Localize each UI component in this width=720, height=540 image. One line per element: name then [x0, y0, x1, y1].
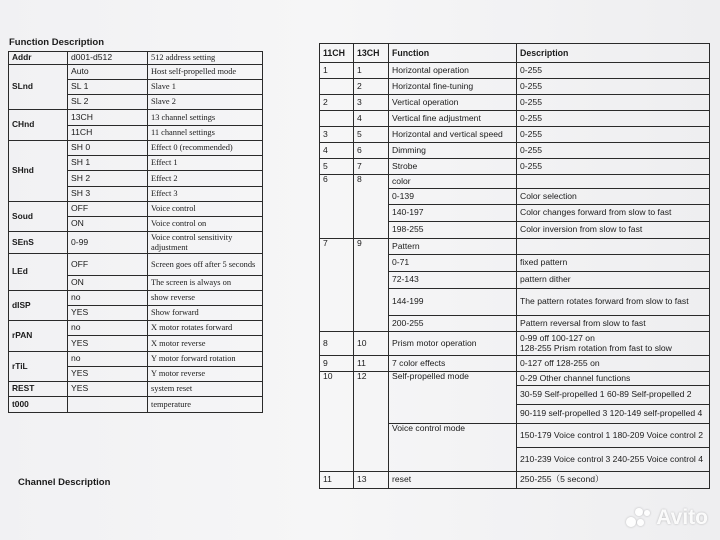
13ch-cell: 13: [354, 472, 389, 489]
table-row: [9, 141, 263, 156]
parameter-value: [68, 397, 148, 413]
description-cell: pattern dither: [517, 272, 710, 289]
function-description-heading: Function Description: [9, 37, 104, 48]
parameter-name: SEnS: [9, 232, 68, 254]
parameter-name: SLnd: [9, 65, 68, 110]
parameter-name: SHnd: [9, 141, 68, 202]
table-row: [9, 352, 263, 367]
avito-watermark: [626, 506, 708, 530]
channel-description-table: [319, 43, 710, 489]
description-cell: 0-127 off 128-255 on: [517, 356, 710, 372]
function-cell: Dimming: [389, 143, 517, 159]
function-cell: 72-143: [389, 272, 517, 289]
11ch-cell: 10: [320, 372, 354, 472]
parameter-value: 0-99: [68, 232, 148, 254]
table-row: [320, 143, 710, 159]
description-cell: 90-119 self-propelled 3 120-149 self-propelled 4: [517, 405, 710, 424]
function-description-table: [8, 51, 263, 413]
function-cell: Vertical fine adjustment: [389, 111, 517, 127]
13ch-cell: 9: [354, 239, 389, 332]
table-row: [9, 291, 263, 306]
13ch-cell: 1: [354, 63, 389, 79]
11ch-cell: 8: [320, 332, 354, 356]
13ch-cell: 8: [354, 175, 389, 239]
description-cell: 0-255: [517, 143, 710, 159]
parameter-name: rTiL: [9, 352, 68, 382]
table-row: [320, 472, 710, 489]
avito-watermark-text: Avito: [656, 506, 708, 529]
parameter-value: SH 2: [68, 171, 148, 187]
channel-description-heading: Channel Description: [18, 477, 111, 488]
function-cell: Prism motor operation: [389, 332, 517, 356]
table-row: [320, 159, 710, 175]
13ch-cell: 6: [354, 143, 389, 159]
table-row: [9, 110, 263, 126]
parameter-value: OFF: [68, 254, 148, 276]
parameter-value: YES: [68, 336, 148, 352]
13ch-cell: 10: [354, 332, 389, 356]
parameter-description: Effect 3: [148, 187, 263, 202]
parameter-description: The screen is always on: [148, 276, 263, 291]
parameter-value: SH 0: [68, 141, 148, 156]
parameter-description: system reset: [148, 382, 263, 397]
avito-logo-icon: [626, 507, 652, 529]
function-cell: 198-255: [389, 222, 517, 239]
parameter-description: Effect 0 (recommended): [148, 141, 263, 156]
parameter-description: Host self-propelled mode: [148, 65, 263, 80]
13ch-cell: 7: [354, 159, 389, 175]
11ch-cell: [320, 79, 354, 95]
parameter-name: Soud: [9, 202, 68, 232]
description-cell: fixed pattern: [517, 255, 710, 272]
function-cell: Voice control mode: [389, 424, 517, 472]
table-row: [9, 397, 263, 413]
parameter-value: no: [68, 352, 148, 367]
description-cell: 0-255: [517, 79, 710, 95]
description-cell: 0-99 off 100-127 on 128-255 Prism rotation from fast to slow: [517, 332, 710, 356]
13ch-cell: 5: [354, 127, 389, 143]
11ch-cell: 3: [320, 127, 354, 143]
parameter-name: Addr: [9, 52, 68, 65]
parameter-description: Slave 2: [148, 95, 263, 110]
parameter-value: OFF: [68, 202, 148, 217]
parameter-value: 11CH: [68, 126, 148, 141]
function-cell: 0-71: [389, 255, 517, 272]
parameter-value: YES: [68, 382, 148, 397]
table-row: [9, 232, 263, 254]
parameter-name: t000: [9, 397, 68, 413]
parameter-value: ON: [68, 217, 148, 232]
parameter-description: Voice control sensitivity adjustment: [148, 232, 263, 254]
function-cell: color: [389, 175, 517, 189]
parameter-value: SL 1: [68, 80, 148, 95]
11ch-cell: 9: [320, 356, 354, 372]
description-cell: Color changes forward from slow to fast: [517, 205, 710, 222]
parameter-value: d001-d512: [68, 52, 148, 65]
13ch-cell: 4: [354, 111, 389, 127]
table-row: [9, 382, 263, 397]
table-row: [320, 111, 710, 127]
parameter-value: Auto: [68, 65, 148, 80]
table-row: [9, 202, 263, 217]
parameter-description: Effect 2: [148, 171, 263, 187]
description-cell: 0-255: [517, 63, 710, 79]
11ch-cell: 2: [320, 95, 354, 111]
function-cell: 144-199: [389, 289, 517, 316]
description-cell: [517, 175, 710, 189]
13ch-cell: 12: [354, 372, 389, 472]
table-row: [320, 127, 710, 143]
table-row: [9, 52, 263, 65]
function-cell: Horizontal operation: [389, 63, 517, 79]
description-cell: 210-239 Voice control 3 240-255 Voice control 4: [517, 448, 710, 472]
parameter-description: Voice control: [148, 202, 263, 217]
parameter-description: Voice control on: [148, 217, 263, 232]
13ch-cell: 3: [354, 95, 389, 111]
header-description: Description: [517, 44, 710, 63]
parameter-description: Screen goes off after 5 seconds: [148, 254, 263, 276]
parameter-description: Y motor forward rotation: [148, 352, 263, 367]
description-cell: Color inversion from slow to fast: [517, 222, 710, 239]
11ch-cell: 1: [320, 63, 354, 79]
function-cell: 200-255: [389, 316, 517, 332]
function-cell: Self-propelled mode: [389, 372, 517, 424]
function-cell: reset: [389, 472, 517, 489]
table-row: [320, 175, 710, 189]
function-cell: 0-139: [389, 189, 517, 205]
description-cell: 0-255: [517, 111, 710, 127]
parameter-description: X motor rotates forward: [148, 321, 263, 336]
function-cell: Pattern: [389, 239, 517, 255]
11ch-cell: 6: [320, 175, 354, 239]
function-cell: Strobe: [389, 159, 517, 175]
parameter-name: dISP: [9, 291, 68, 321]
function-cell: Horizontal fine-tuning: [389, 79, 517, 95]
function-cell: 140-197: [389, 205, 517, 222]
function-cell: Vertical operation: [389, 95, 517, 111]
parameter-description: show reverse: [148, 291, 263, 306]
description-cell: 0-29 Other channel functions: [517, 372, 710, 386]
parameter-description: 13 channel settings: [148, 110, 263, 126]
parameter-value: YES: [68, 306, 148, 321]
parameter-value: SH 3: [68, 187, 148, 202]
parameter-value: SL 2: [68, 95, 148, 110]
13ch-cell: 11: [354, 356, 389, 372]
parameter-name: CHnd: [9, 110, 68, 141]
description-cell: 150-179 Voice control 1 180-209 Voice control 2: [517, 424, 710, 448]
11ch-cell: [320, 111, 354, 127]
table-row: [320, 332, 710, 356]
table-row: [320, 63, 710, 79]
parameter-name: rPAN: [9, 321, 68, 352]
11ch-cell: 11: [320, 472, 354, 489]
description-cell: 250-255（5 second）: [517, 472, 710, 489]
parameter-description: 512 address setting: [148, 52, 263, 65]
table-row: [320, 79, 710, 95]
parameter-description: Y motor reverse: [148, 367, 263, 382]
table-row: [320, 372, 710, 386]
11ch-cell: 4: [320, 143, 354, 159]
description-cell: Color selection: [517, 189, 710, 205]
parameter-value: YES: [68, 367, 148, 382]
parameter-description: X motor reverse: [148, 336, 263, 352]
table-row: [320, 239, 710, 255]
parameter-value: no: [68, 321, 148, 336]
parameter-description: 11 channel settings: [148, 126, 263, 141]
parameter-description: temperature: [148, 397, 263, 413]
table-header-row: [320, 44, 710, 63]
parameter-value: SH 1: [68, 156, 148, 171]
description-cell: 0-255: [517, 127, 710, 143]
11ch-cell: 7: [320, 239, 354, 332]
description-cell: 30-59 Self-propelled 1 60-89 Self-propelled 2: [517, 386, 710, 405]
header-function: Function: [389, 44, 517, 63]
description-cell: [517, 239, 710, 255]
table-row: [9, 321, 263, 336]
table-row: [9, 65, 263, 80]
header-13ch: 13CH: [354, 44, 389, 63]
header-11ch: 11CH: [320, 44, 354, 63]
parameter-description: Effect 1: [148, 156, 263, 171]
description-cell: Pattern reversal from slow to fast: [517, 316, 710, 332]
parameter-value: no: [68, 291, 148, 306]
table-row: [320, 356, 710, 372]
description-cell: 0-255: [517, 95, 710, 111]
parameter-name: LEd: [9, 254, 68, 291]
description-cell: The pattern rotates forward from slow to fast: [517, 289, 710, 316]
function-cell: Horizontal and vertical speed: [389, 127, 517, 143]
table-row: [9, 254, 263, 276]
parameter-value: ON: [68, 276, 148, 291]
parameter-description: Slave 1: [148, 80, 263, 95]
description-cell: 0-255: [517, 159, 710, 175]
table-row: [320, 95, 710, 111]
parameter-name: REST: [9, 382, 68, 397]
parameter-value: 13CH: [68, 110, 148, 126]
11ch-cell: 5: [320, 159, 354, 175]
13ch-cell: 2: [354, 79, 389, 95]
parameter-description: Show forward: [148, 306, 263, 321]
function-cell: 7 color effects: [389, 356, 517, 372]
